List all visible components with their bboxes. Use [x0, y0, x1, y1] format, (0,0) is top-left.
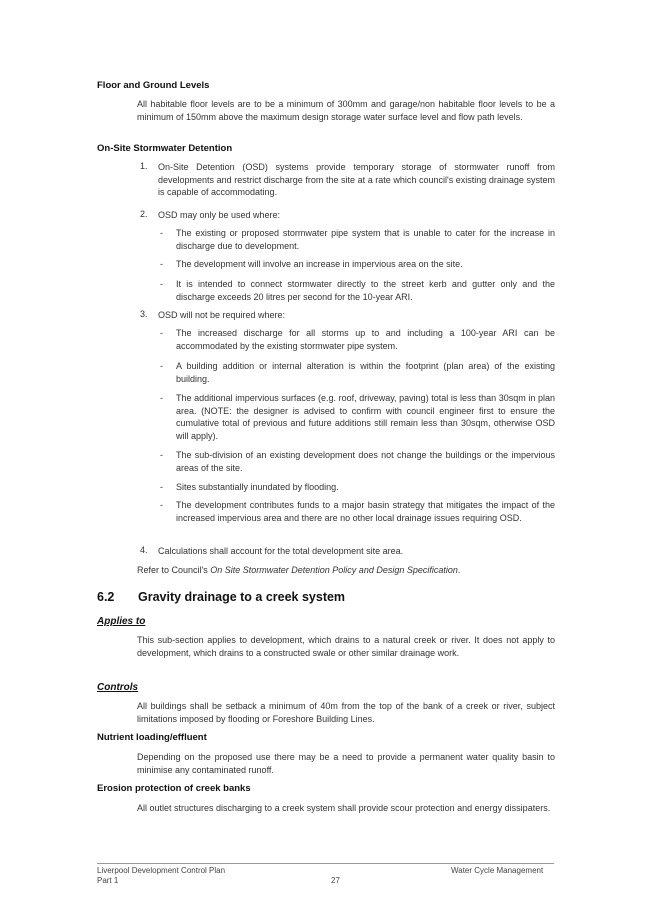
list-number: 1.	[140, 161, 148, 171]
nutrient-text: Depending on the proposed use there may be a need to provide a permanent water quality basin to minimise any contaminated runoff.	[137, 752, 555, 775]
footer-divider	[97, 863, 554, 864]
controls-text: All buildings shall be setback a minimum of 40m from the top of the bank of a creek or river, subject limitations imposed by flooding or Foreshore Building Lines.	[137, 701, 555, 724]
floor-levels-heading: Floor and Ground Levels	[97, 80, 210, 91]
controls-heading: Controls	[97, 682, 139, 693]
bullet-item: The sub-division of an existing development does not change the buildings or the impervious areas of the site.	[176, 450, 555, 473]
bullet-marker: -	[160, 482, 163, 492]
bullet-item: It is intended to connect stormwater directly to the street kerb and gutter only and the discharge exceeds 20 litres per second for the 10-year ARI.	[176, 279, 555, 302]
list-item: OSD will not be required where:	[158, 310, 286, 320]
list-number: 3.	[140, 309, 148, 319]
list-number: 2.	[140, 209, 148, 219]
erosion-heading: Erosion protection of creek banks	[97, 783, 251, 794]
bullet-item: The additional impervious surfaces (e.g. roof, driveway, paving) total is less than 30sqm in plan area. (NOTE: the designer is advised to confirm with council engineer first to ensure the cumulative total of previous and future additions still remain less than 30sqm, otherwise OSD will apply).	[176, 393, 555, 441]
refer-policy-title: On Site Stormwater Detention Policy and Design Specification	[210, 565, 458, 575]
refer-text	[137, 564, 555, 577]
footer-plan-name: Liverpool Development Control Plan	[97, 866, 226, 875]
floor-levels-text: All habitable floor levels are to be a minimum of 300mm and garage/non habitable floor levels to be a minimum of 150mm above the maximum design storage water surface level and flow path levels.	[137, 99, 555, 122]
list-item: Calculations shall account for the total development site area.	[158, 546, 404, 556]
bullet-item: The development will involve an increase in impervious area on the site.	[176, 259, 463, 269]
bullet-marker: -	[160, 228, 163, 238]
applies-text: This sub-section applies to development, which drains to a natural creek or river. It does not apply to development, which drains to a constructed swale or other similar drainage work.	[137, 635, 555, 658]
bullet-item: A building addition or internal alteration is within the footprint (plan area) of the existing building.	[176, 361, 555, 384]
refer-suffix: .	[457, 565, 461, 575]
bullet-item: The existing or proposed stormwater pipe system that is unable to cater for the increase in discharge due to development.	[176, 228, 555, 251]
bullet-item: Sites substantially inundated by flooding.	[176, 482, 339, 492]
refer-prefix: Refer to Council's	[137, 565, 211, 575]
list-item: OSD may only be used where:	[158, 210, 281, 220]
bullet-marker: -	[160, 328, 163, 338]
footer-part: Part 1	[97, 876, 119, 885]
section-number: 6.2	[97, 590, 115, 604]
list-number: 4.	[140, 545, 148, 555]
bullet-marker: -	[160, 279, 163, 289]
bullet-marker: -	[160, 259, 163, 269]
bullet-item: The development contributes funds to a major basin strategy that mitigates the impact of the increased impervious area and there are no other local drainage issues requiring OSD.	[176, 500, 555, 523]
bullet-item: The increased discharge for all storms up to and including a 100-year ARI can be accommodated by the existing stormwater pipe system.	[176, 328, 555, 351]
erosion-text: All outlet structures discharging to a creek system shall provide scour protection and energy dissipaters.	[137, 803, 551, 813]
bullet-marker: -	[160, 500, 163, 510]
page-number: 27	[331, 876, 340, 885]
nutrient-heading: Nutrient loading/effluent	[97, 732, 207, 743]
section-title: Gravity drainage to a creek system	[138, 590, 346, 604]
bullet-marker: -	[160, 450, 163, 460]
bullet-marker: -	[160, 361, 163, 371]
footer-chapter: Water Cycle Management	[451, 866, 544, 875]
bullet-marker: -	[160, 393, 163, 403]
osd-heading: On-Site Stormwater Detention	[97, 143, 233, 154]
list-item: On-Site Detention (OSD) systems provide temporary storage of stormwater runoff from developments and restrict discharge from the site at a rate which council's existing drainage system is capable of accommodating.	[158, 162, 555, 197]
applies-heading: Applies to	[97, 616, 146, 627]
